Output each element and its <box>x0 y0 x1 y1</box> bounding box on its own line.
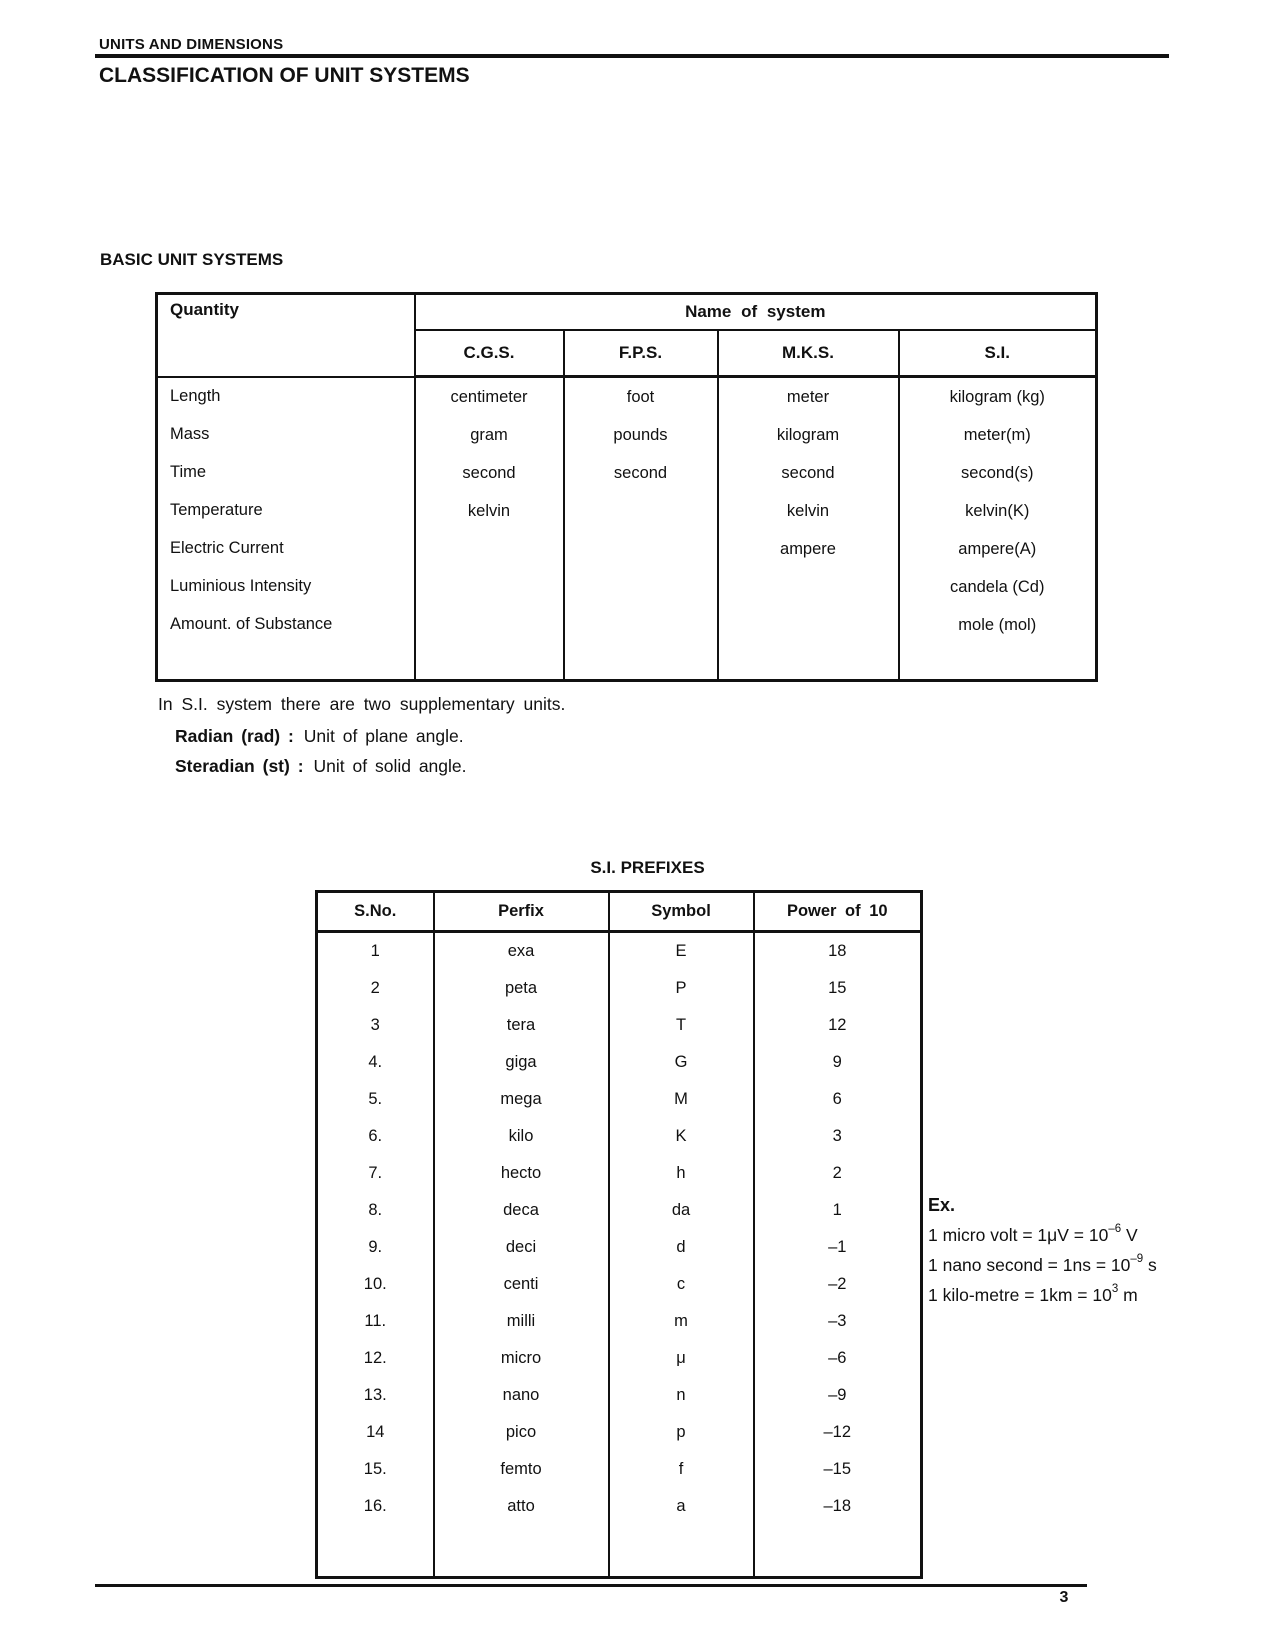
power-cell: 2 <box>832 1164 842 1182</box>
symbol-cell: T <box>675 1016 687 1034</box>
unit-cell: ampere <box>780 539 836 558</box>
sno-cell: 1 <box>370 942 380 960</box>
prefix-cell: femto <box>500 1460 542 1478</box>
units-mks-column <box>718 377 899 681</box>
quantity-cell: Temperature <box>170 501 263 519</box>
sno-cell: 4. <box>368 1053 383 1071</box>
prefix-cell: mega <box>500 1090 542 1108</box>
units-header-row-1 <box>157 294 1097 331</box>
units-quantity-column <box>157 377 415 681</box>
steradian-text: Unit of solid angle. <box>313 756 467 776</box>
page-number: 3 <box>1059 1589 1069 1606</box>
symbol-cell: c <box>676 1275 686 1293</box>
prefix-cell: peta <box>504 979 538 997</box>
section-title-basic-units: BASIC UNIT SYSTEMS <box>100 250 284 269</box>
quantity-cell: Amount. of Substance <box>170 615 333 633</box>
prefixes-prefix-column <box>434 932 609 1578</box>
power-cell: –9 <box>828 1386 847 1404</box>
unit-cell: candela (Cd) <box>950 577 1045 596</box>
unit-cell <box>565 568 717 606</box>
unit-cell: meter(m) <box>963 425 1031 444</box>
quantity-cell: Time <box>170 463 207 481</box>
radian-definition <box>175 726 464 747</box>
unit-cell: pounds <box>613 425 668 444</box>
units-header-si: S.I. <box>899 330 1097 377</box>
unit-cell: ampere(A) <box>958 539 1037 558</box>
radian-text: Unit of plane angle. <box>303 726 464 746</box>
unit-cell: gram <box>470 425 508 444</box>
unit-cell: second <box>462 463 516 482</box>
section-title-si-prefixes: S.I. PREFIXES <box>590 858 705 877</box>
units-header-fps: F.P.S. <box>564 330 718 377</box>
unit-cell <box>565 606 717 644</box>
sno-cell: 9. <box>368 1238 383 1256</box>
sno-cell: 6. <box>368 1127 383 1145</box>
prefix-cell: exa <box>507 942 535 960</box>
prefix-cell: milli <box>506 1312 536 1330</box>
power-cell: –6 <box>828 1349 847 1367</box>
example-line-nanosecond <box>928 1250 1157 1280</box>
prefix-cell: giga <box>505 1053 537 1071</box>
symbol-cell: f <box>678 1460 684 1478</box>
unit-cell: foot <box>626 387 655 406</box>
symbol-cell: n <box>676 1386 686 1404</box>
symbol-cell: G <box>674 1053 688 1071</box>
units-fps-column <box>564 377 718 681</box>
example-text: 1 kilo-metre = 1km = 10 <box>928 1284 1112 1305</box>
unit-cell <box>565 530 717 568</box>
unit-cell: centimeter <box>450 387 528 406</box>
sno-cell: 11. <box>364 1312 387 1330</box>
sno-cell: 14 <box>366 1423 385 1441</box>
examples-block <box>928 1190 1157 1310</box>
units-header-name-of-system: Name of system <box>415 294 1097 331</box>
power-cell: –3 <box>828 1312 847 1330</box>
example-exponent: 3 <box>1111 1283 1119 1296</box>
unit-cell: second(s) <box>961 463 1034 482</box>
symbol-cell: E <box>675 942 687 960</box>
power-cell: –12 <box>823 1423 852 1441</box>
sno-cell: 5. <box>368 1090 383 1108</box>
power-cell: –1 <box>828 1238 847 1256</box>
units-header-quantity: Quantity <box>157 294 415 377</box>
sno-cell: 12. <box>363 1349 387 1367</box>
unit-cell <box>719 568 898 606</box>
unit-cell <box>416 568 563 606</box>
unit-cell <box>565 492 717 530</box>
sno-cell: 15. <box>363 1460 387 1478</box>
quantity-cell: Length <box>170 387 221 405</box>
quantity-cell: Mass <box>170 425 210 443</box>
sno-cell: 8. <box>368 1201 383 1219</box>
steradian-definition <box>175 756 467 777</box>
prefix-cell: hecto <box>500 1164 542 1182</box>
power-cell: 6 <box>832 1090 842 1108</box>
units-header-mks: M.K.S. <box>718 330 899 377</box>
unit-cell: kilogram <box>776 425 840 444</box>
power-cell: –18 <box>823 1497 852 1515</box>
example-exponent: –6 <box>1108 1223 1122 1236</box>
power-cell: –15 <box>823 1460 852 1478</box>
example-line-kilometre <box>928 1280 1157 1310</box>
sno-cell: 3 <box>370 1016 380 1034</box>
prefix-cell: pico <box>505 1423 537 1441</box>
supplementary-intro: In S.I. system there are two supplementary units. <box>158 694 566 714</box>
symbol-cell: d <box>676 1238 686 1256</box>
prefix-cell: centi <box>503 1275 539 1293</box>
unit-cell: meter <box>786 387 830 406</box>
symbol-cell: P <box>675 979 687 997</box>
prefix-cell: deca <box>503 1201 539 1219</box>
power-cell: 12 <box>828 1016 847 1034</box>
basic-units-table <box>155 292 1098 682</box>
sno-cell: 7. <box>368 1164 383 1182</box>
example-line-microvolt <box>928 1220 1157 1250</box>
example-unit: V <box>1121 1224 1138 1245</box>
sno-cell: 10. <box>363 1275 387 1293</box>
symbol-cell: h <box>676 1164 686 1182</box>
symbol-cell: K <box>675 1127 687 1145</box>
unit-cell: mole (mol) <box>958 615 1037 634</box>
prefixes-header-prefix: Perfix <box>434 892 609 932</box>
prefixes-header-symbol: Symbol <box>609 892 754 932</box>
footer-rule <box>95 1584 1087 1587</box>
running-header-title: UNITS AND DIMENSIONS <box>99 36 284 53</box>
prefixes-body-row <box>317 932 922 1578</box>
prefix-cell: tera <box>506 1016 536 1034</box>
prefixes-header-power: Power of 10 <box>754 892 922 932</box>
unit-cell: kilogram (kg) <box>949 387 1045 406</box>
quantity-cell: Electric Current <box>170 539 284 557</box>
radian-term: Radian (rad) : <box>175 726 294 746</box>
power-cell: 18 <box>828 942 847 960</box>
symbol-cell: μ <box>676 1349 686 1367</box>
example-unit: m <box>1118 1284 1138 1305</box>
power-cell: 1 <box>832 1201 842 1219</box>
prefix-cell: atto <box>507 1497 535 1515</box>
prefix-cell: deci <box>505 1238 537 1256</box>
symbol-cell: a <box>676 1497 686 1515</box>
units-cgs-column <box>415 377 564 681</box>
unit-cell: kelvin <box>467 501 511 520</box>
example-unit: s <box>1143 1254 1157 1275</box>
prefixes-header-sno: S.No. <box>317 892 434 932</box>
example-text: 1 nano second = 1ns = 10 <box>928 1254 1131 1275</box>
unit-cell <box>416 606 563 644</box>
prefixes-power-column <box>754 932 922 1578</box>
sno-cell: 16. <box>363 1497 387 1515</box>
symbol-cell: m <box>674 1312 688 1330</box>
sno-cell: 13. <box>363 1386 387 1404</box>
unit-cell: kelvin(K) <box>965 501 1030 520</box>
examples-label: Ex. <box>928 1194 956 1215</box>
power-cell: –2 <box>828 1275 847 1293</box>
example-exponent: –9 <box>1130 1253 1144 1266</box>
units-si-column <box>899 377 1097 681</box>
unit-cell <box>416 530 563 568</box>
power-cell: 15 <box>828 979 847 997</box>
quantity-cell: Luminious Intensity <box>170 577 312 595</box>
example-text: 1 micro volt = 1μV = 10 <box>928 1224 1109 1245</box>
si-prefixes-table <box>315 890 923 1579</box>
power-cell: 3 <box>832 1127 842 1145</box>
unit-cell: second <box>613 463 668 482</box>
header-rule <box>95 54 1169 58</box>
units-body-row <box>157 377 1097 681</box>
steradian-term: Steradian (st) : <box>175 756 304 776</box>
power-cell: 9 <box>832 1053 842 1071</box>
unit-cell <box>719 606 898 644</box>
page-title: CLASSIFICATION OF UNIT SYSTEMS <box>99 64 470 87</box>
symbol-cell: da <box>671 1201 691 1219</box>
prefix-cell: micro <box>500 1349 542 1367</box>
unit-cell: second <box>781 463 835 482</box>
unit-cell: kelvin <box>786 501 830 520</box>
symbol-cell: p <box>676 1423 686 1441</box>
symbol-cell: M <box>674 1090 688 1108</box>
prefixes-header-row <box>317 892 922 932</box>
units-header-cgs: C.G.S. <box>415 330 564 377</box>
sno-cell: 2 <box>370 979 380 997</box>
prefix-cell: kilo <box>508 1127 534 1145</box>
prefixes-sno-column <box>317 932 434 1578</box>
prefixes-symbol-column <box>609 932 754 1578</box>
prefix-cell: nano <box>502 1386 540 1404</box>
